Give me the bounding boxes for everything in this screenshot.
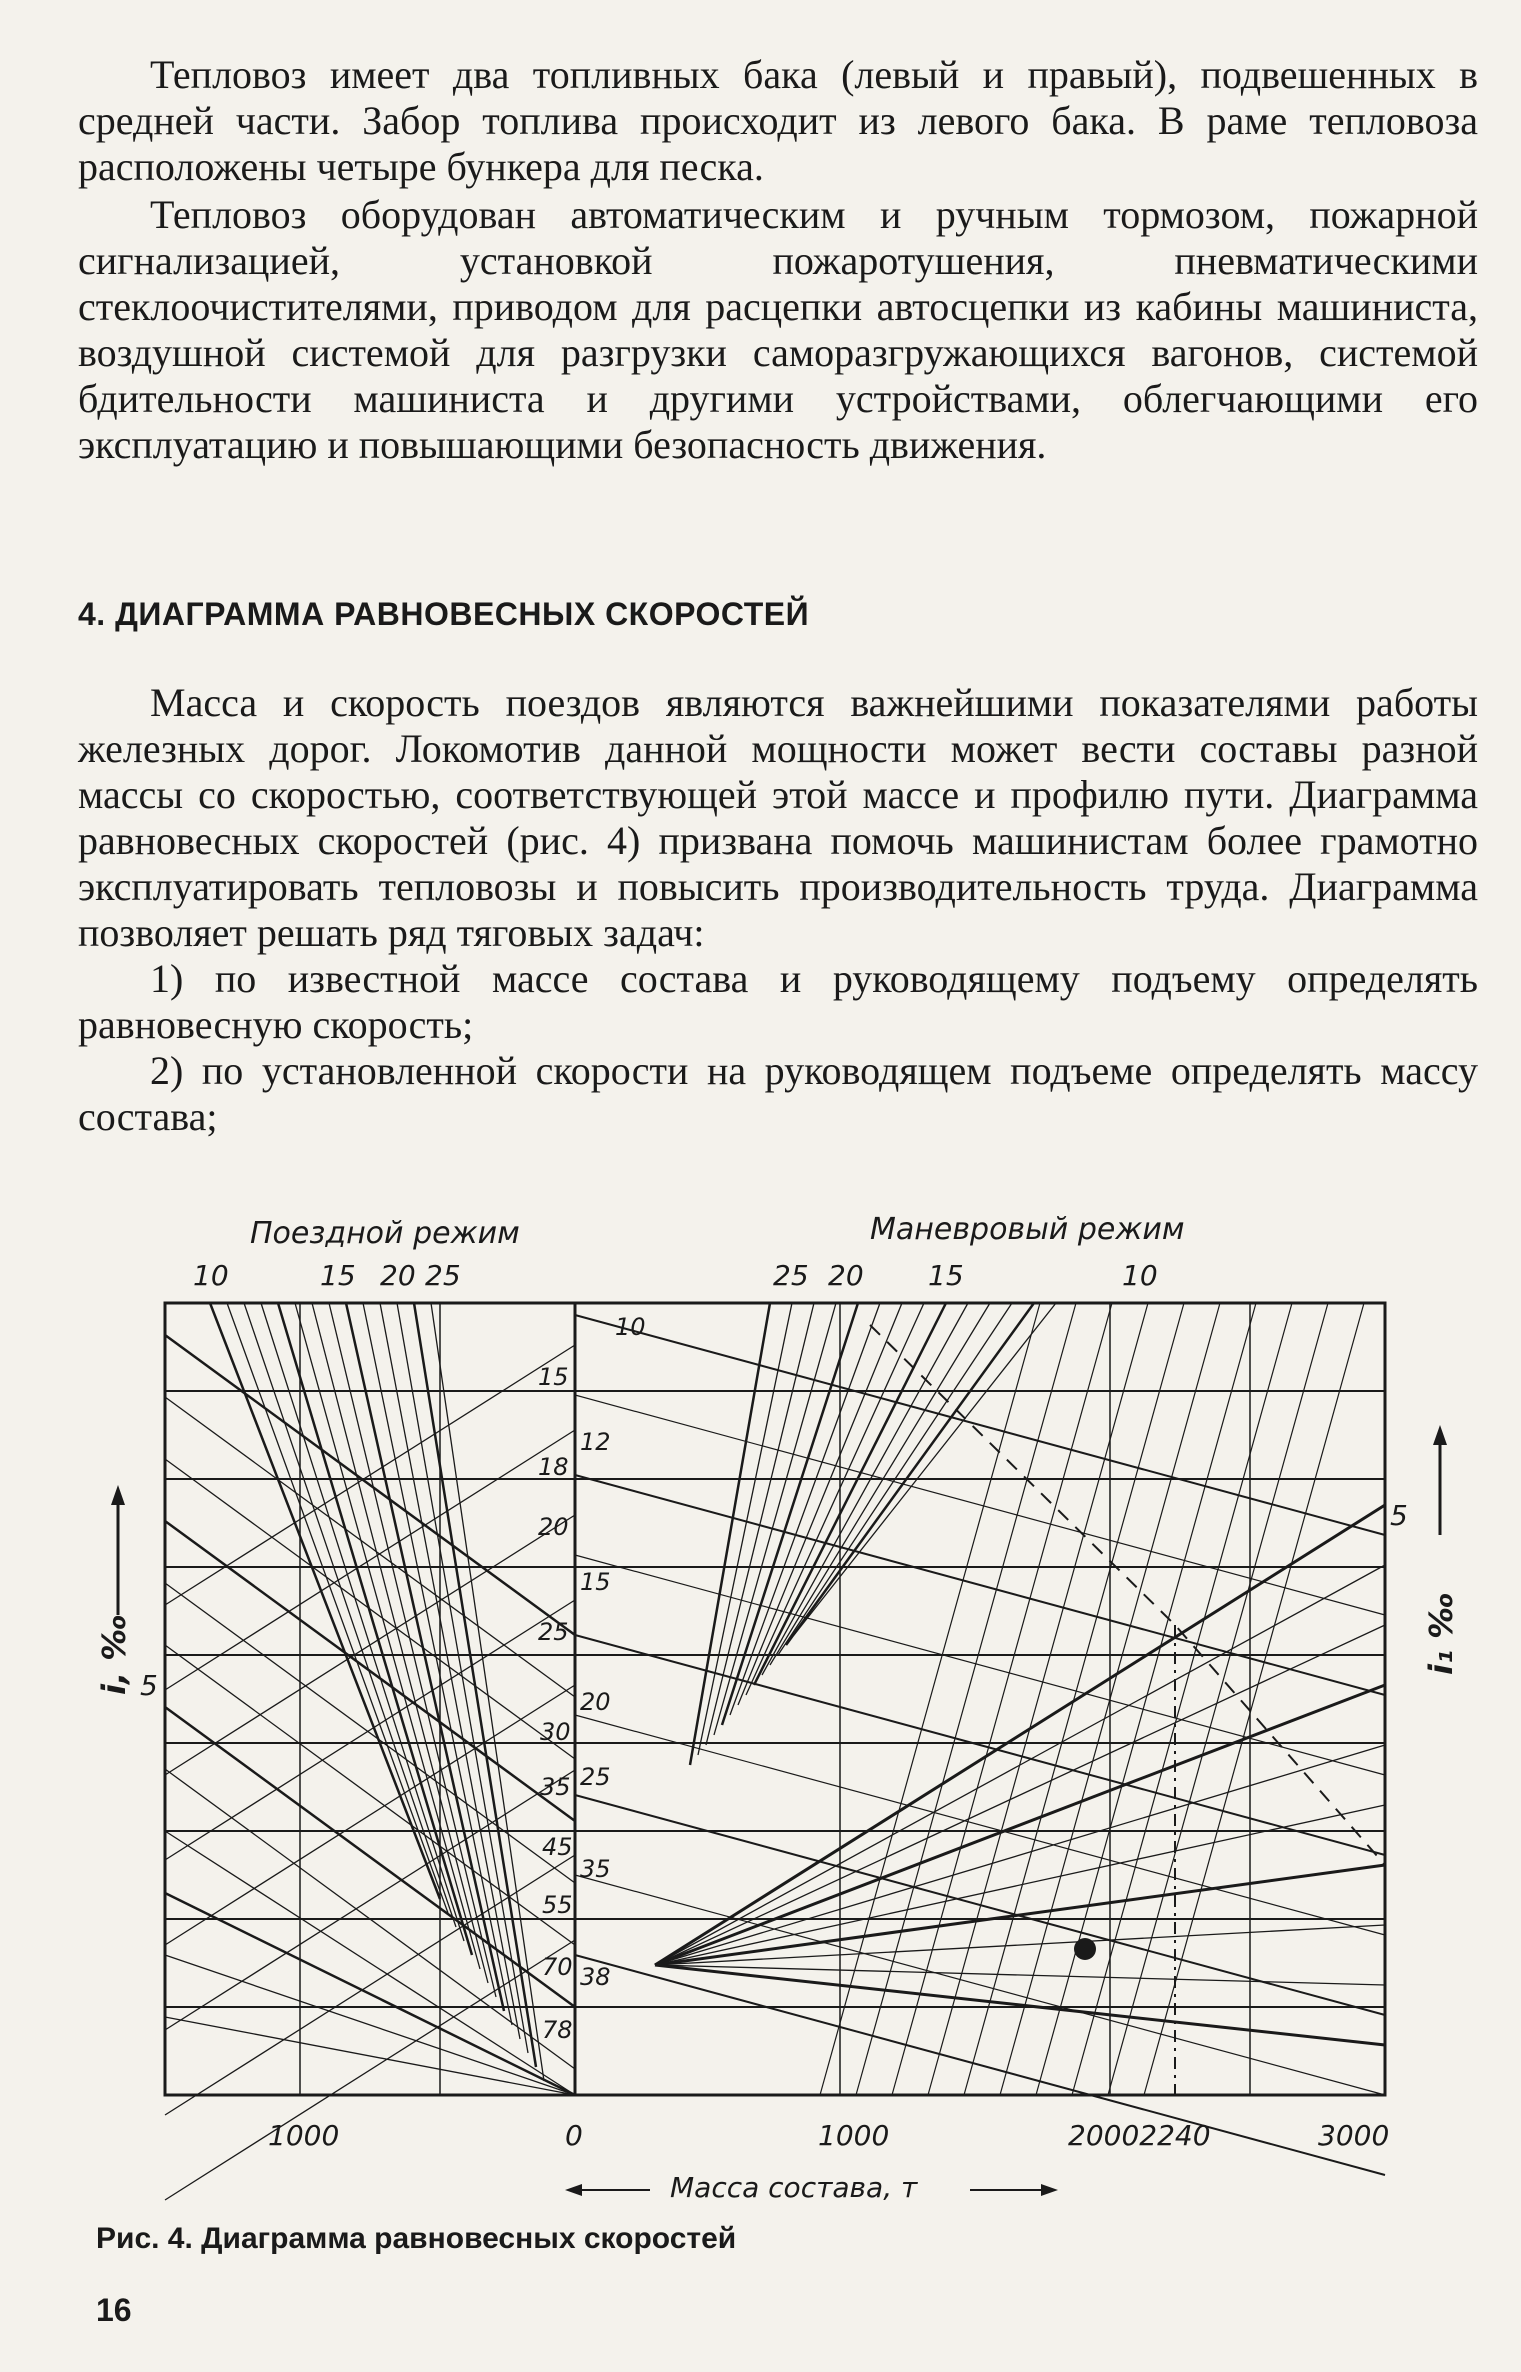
left-speed-label: 45 — [542, 1833, 573, 1861]
right-top-ticks — [773, 1259, 1158, 1292]
right-ray-line — [655, 1965, 1385, 2045]
left-top-ticks — [193, 1259, 461, 1292]
paragraph-fuel-tanks: Тепловоз имеет два топливных бака (левый и правый), подвешенных в средней части. Забор топлива происходит из левого бака. В раме тепловоза расположены четыре бункера для песка. — [78, 52, 1478, 189]
left-axis-label: i, ‰ — [95, 1614, 133, 1695]
x-axis-arrowhead-left — [565, 2184, 582, 2196]
right-axis-arrowhead — [1433, 1425, 1447, 1445]
right-descending-line — [575, 1795, 1385, 2015]
right-fan-line — [738, 1303, 902, 1705]
right-fan-line — [730, 1303, 880, 1715]
right-descending-line — [575, 1955, 1385, 2175]
grid-lines — [165, 1303, 1385, 2095]
right-steep-line — [1036, 1303, 1256, 2095]
right-speed-label: 20 — [580, 1688, 611, 1716]
right-fan-line — [754, 1303, 946, 1685]
right-mode-label: Маневровый режим — [870, 1212, 1185, 1247]
page-number: 16 — [96, 2292, 132, 2328]
left-speed-label: 30 — [540, 1718, 571, 1746]
left-speed-label: 55 — [542, 1891, 573, 1919]
left-top-tick: 20 — [380, 1259, 416, 1292]
x-tick-label: 3000 — [1318, 2119, 1390, 2152]
left-speed-label: 15 — [538, 1363, 569, 1391]
left-mode-label: Поездной режим — [250, 1216, 520, 1251]
left-ascending-line — [165, 1685, 575, 1945]
right-steep-line — [1144, 1303, 1364, 2095]
left-ascending-line — [165, 1430, 575, 1690]
right-axis-label-group — [1422, 1592, 1460, 1675]
list-item-1: 1) по известной массе состава и руководящему подъему определять равновесную скорость; — [78, 956, 1478, 1047]
right-fan-line — [762, 1303, 968, 1675]
x-tick-label: 1000 — [818, 2119, 890, 2152]
left-diagonal-line — [165, 1459, 575, 1759]
right-descending-line — [575, 1395, 1385, 1615]
right-top-tick: 15 — [928, 1259, 964, 1292]
right-ray-line — [655, 1925, 1385, 1965]
figure-caption: Рис. 4. Диаграмма равновесных скоростей — [96, 2222, 737, 2255]
right-ray-line — [655, 1505, 1385, 1965]
left-top-tick: 15 — [320, 1259, 356, 1292]
left-fan-line — [278, 1303, 472, 1955]
right-top-tick: 20 — [828, 1259, 864, 1292]
left-top-tick: 25 — [425, 1259, 461, 1292]
right-fan-line — [722, 1303, 858, 1725]
right-speed-label: 10 — [615, 1313, 646, 1341]
right-fan-line — [706, 1303, 814, 1745]
left-diagonal-line — [165, 1397, 575, 1697]
figure-equilibrium-speeds — [0, 1205, 1521, 2205]
right-descending-line — [575, 1475, 1385, 1695]
left-speed-label: 20 — [538, 1513, 569, 1541]
left-ascending-line — [165, 1600, 575, 1860]
right-descending-line — [575, 1635, 1385, 1855]
paragraph-equipment: Тепловоз оборудован автоматическим и ручным тормозом, пожарной сигнализацией, установкой пожаротушения, пневматическими стеклоочистителями, приводом для расцепки автосцепки из кабины машиниста, воздушной системой для разгрузки саморазгружающихся вагонов, системой бдительности машиниста и другими устройствами, облегчающими его эксплуатацию и повышающими безопасность движения. — [78, 192, 1478, 467]
x-tick-label: 0 — [565, 2119, 583, 2152]
right-speed-label: 38 — [580, 1963, 611, 1991]
x-axis-arrowhead-right — [1041, 2184, 1058, 2196]
left-axis-value: 5 — [140, 1669, 158, 1702]
right-speed-label: 35 — [580, 1855, 611, 1883]
left-diagonal-line — [165, 1335, 575, 1635]
left-fan-line — [397, 1303, 528, 2053]
left-top-tick: 10 — [193, 1259, 229, 1292]
right-descending-line — [575, 1315, 1385, 1535]
example-point — [1074, 1938, 1096, 1960]
right-ray-line — [655, 1745, 1385, 1965]
right-top-tick: 25 — [773, 1259, 809, 1292]
x-tick-labels — [268, 2119, 1389, 2152]
left-ascending-line — [165, 1855, 575, 2115]
speed-line-families — [165, 1303, 1385, 2200]
right-ray-line — [655, 1965, 1385, 1985]
left-fan-line — [261, 1303, 464, 1941]
diagram-svg — [0, 1205, 1521, 2205]
left-speed-label: 25 — [538, 1618, 569, 1646]
right-fan-line — [786, 1303, 1034, 1645]
left-diagonal-line — [165, 1707, 575, 2007]
right-ray-line — [655, 1805, 1385, 1965]
left-axis-label-group — [95, 1614, 133, 1695]
left-fan-line — [346, 1303, 504, 2011]
x-tick-label: 1000 — [268, 2119, 340, 2152]
right-speed-label: 25 — [580, 1763, 611, 1791]
mid-text-block — [78, 680, 1478, 1140]
left-diagonal-line — [165, 1955, 575, 2095]
right-steep-line — [928, 1303, 1148, 2095]
left-speed-label: 35 — [540, 1773, 571, 1801]
right-speed-label: 15 — [580, 1568, 611, 1596]
left-speed-label: 18 — [538, 1453, 569, 1481]
right-axis-value: 5 — [1390, 1499, 1408, 1532]
right-axis-label: i₁ ‰ — [1422, 1592, 1460, 1675]
x-tick-label: 20002240 — [1068, 2119, 1211, 2152]
right-descending-line — [575, 1715, 1385, 1935]
left-speed-label: 70 — [542, 1953, 573, 1981]
right-fan-line — [746, 1303, 924, 1695]
left-diagonal-line — [165, 1583, 575, 1883]
left-fan-line — [380, 1303, 520, 2039]
left-speed-label: 78 — [542, 2016, 573, 2044]
left-speed-labels — [538, 1363, 573, 2044]
left-fan-line — [244, 1303, 456, 1927]
top-text-block — [78, 52, 1478, 468]
left-fan-line — [329, 1303, 496, 1997]
left-axis-arrowhead — [111, 1485, 125, 1505]
section-heading: 4. ДИАГРАММА РАВНОВЕСНЫХ СКОРОСТЕЙ — [78, 596, 810, 632]
right-panel-frame — [575, 1303, 1385, 2095]
x-axis-label: Масса состава, т — [670, 2171, 918, 2204]
left-ascending-line — [165, 1940, 575, 2200]
left-ascending-line — [165, 1515, 575, 1775]
right-speed-label: 12 — [580, 1428, 611, 1456]
paragraph-intro: Масса и скорость поездов являются важнейшими показателями работы железных дорог. Локомотив данной мощности может вести составы разной массы со скоростью, соответствующей этой массе и профилю пути. Диаграмма равновесных скоростей (рис. 4) призвана помочь машинистам более грамотно эксплуатировать тепловозы и повысить производительность труда. Диаграмма позволяет решать ряд тяговых задач: — [78, 680, 1478, 955]
right-top-tick: 10 — [1122, 1259, 1158, 1292]
list-item-2: 2) по установленной скорости на руководящем подъеме определять массу состава; — [78, 1048, 1478, 1139]
